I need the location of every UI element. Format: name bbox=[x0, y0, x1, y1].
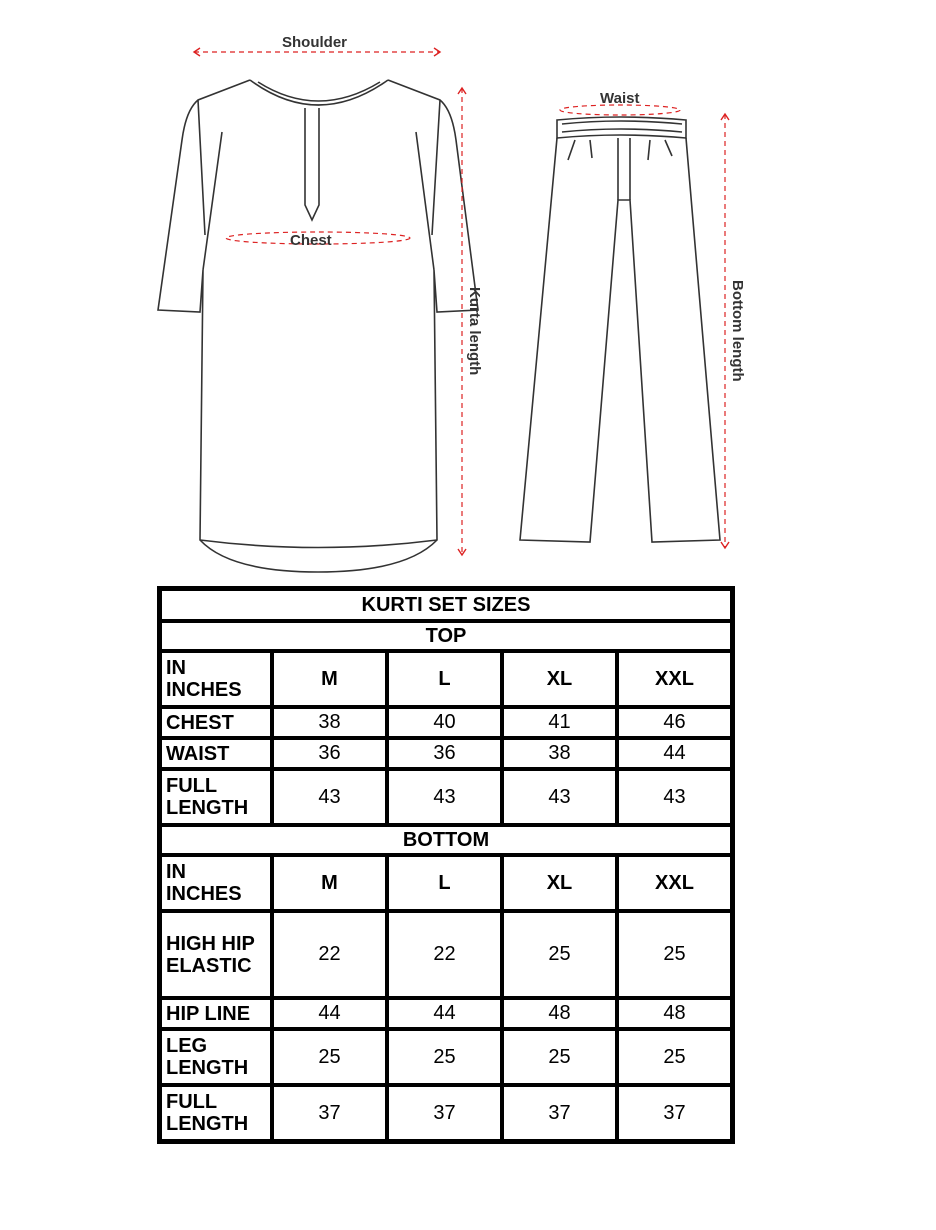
garment-measurement-diagram bbox=[0, 0, 936, 580]
table-row bbox=[160, 998, 732, 1029]
cell-value: 43 bbox=[617, 769, 732, 825]
cell-value: 43 bbox=[272, 769, 387, 825]
measurement-lines bbox=[194, 52, 725, 555]
cell-value: 48 bbox=[502, 998, 617, 1029]
table-row bbox=[160, 738, 732, 769]
shoulder-label: Shoulder bbox=[282, 34, 348, 51]
bottom-size-xl: XL bbox=[502, 855, 617, 911]
cell-value: 36 bbox=[272, 738, 387, 769]
cell-value: 46 bbox=[617, 707, 732, 738]
cell-value: 25 bbox=[502, 911, 617, 998]
bottom-section-heading: BOTTOM bbox=[160, 825, 732, 855]
cell-value: 25 bbox=[617, 1029, 732, 1085]
bottom-size-xxl: XXL bbox=[617, 855, 732, 911]
bottom-drawing bbox=[520, 117, 720, 542]
table-row bbox=[160, 769, 732, 825]
row-label: WAIST bbox=[160, 738, 272, 769]
top-unit-label: IN INCHES bbox=[160, 651, 272, 707]
top-section-heading: TOP bbox=[160, 621, 732, 651]
bottom-unit-label: IN INCHES bbox=[160, 855, 272, 911]
cell-value: 37 bbox=[502, 1085, 617, 1141]
bottom-size-l: L bbox=[387, 855, 502, 911]
kurta-drawing bbox=[158, 80, 478, 572]
cell-value: 48 bbox=[617, 998, 732, 1029]
table-row bbox=[160, 707, 732, 738]
cell-value: 44 bbox=[272, 998, 387, 1029]
row-label: HIP LINE bbox=[160, 998, 272, 1029]
chest-label: Chest bbox=[290, 232, 332, 249]
bottom-length-label: Bottom length bbox=[729, 280, 746, 382]
row-label: CHEST bbox=[160, 707, 272, 738]
size-chart-table bbox=[157, 586, 735, 1144]
cell-value: 37 bbox=[387, 1085, 502, 1141]
cell-value: 25 bbox=[272, 1029, 387, 1085]
row-label: FULL LENGTH bbox=[160, 1085, 272, 1141]
cell-value: 38 bbox=[272, 707, 387, 738]
top-size-l: L bbox=[387, 651, 502, 707]
cell-value: 43 bbox=[502, 769, 617, 825]
cell-value: 41 bbox=[502, 707, 617, 738]
cell-value: 25 bbox=[502, 1029, 617, 1085]
cell-value: 25 bbox=[617, 911, 732, 998]
cell-value: 37 bbox=[272, 1085, 387, 1141]
table-row bbox=[160, 1029, 732, 1085]
waist-label: Waist bbox=[600, 90, 640, 107]
table-row bbox=[160, 1085, 732, 1141]
bottom-size-m: M bbox=[272, 855, 387, 911]
row-label: HIGH HIP ELASTIC bbox=[160, 911, 272, 998]
row-label: FULL LENGTH bbox=[160, 769, 272, 825]
cell-value: 38 bbox=[502, 738, 617, 769]
cell-value: 36 bbox=[387, 738, 502, 769]
row-label: LEG LENGTH bbox=[160, 1029, 272, 1085]
cell-value: 43 bbox=[387, 769, 502, 825]
top-size-xl: XL bbox=[502, 651, 617, 707]
table-title: KURTI SET SIZES bbox=[160, 589, 732, 621]
cell-value: 22 bbox=[387, 911, 502, 998]
table-row bbox=[160, 911, 732, 998]
cell-value: 44 bbox=[387, 998, 502, 1029]
cell-value: 25 bbox=[387, 1029, 502, 1085]
top-size-xxl: XXL bbox=[617, 651, 732, 707]
kurta-length-label: Kurta length bbox=[466, 287, 483, 376]
cell-value: 40 bbox=[387, 707, 502, 738]
cell-value: 44 bbox=[617, 738, 732, 769]
top-size-m: M bbox=[272, 651, 387, 707]
cell-value: 37 bbox=[617, 1085, 732, 1141]
cell-value: 22 bbox=[272, 911, 387, 998]
